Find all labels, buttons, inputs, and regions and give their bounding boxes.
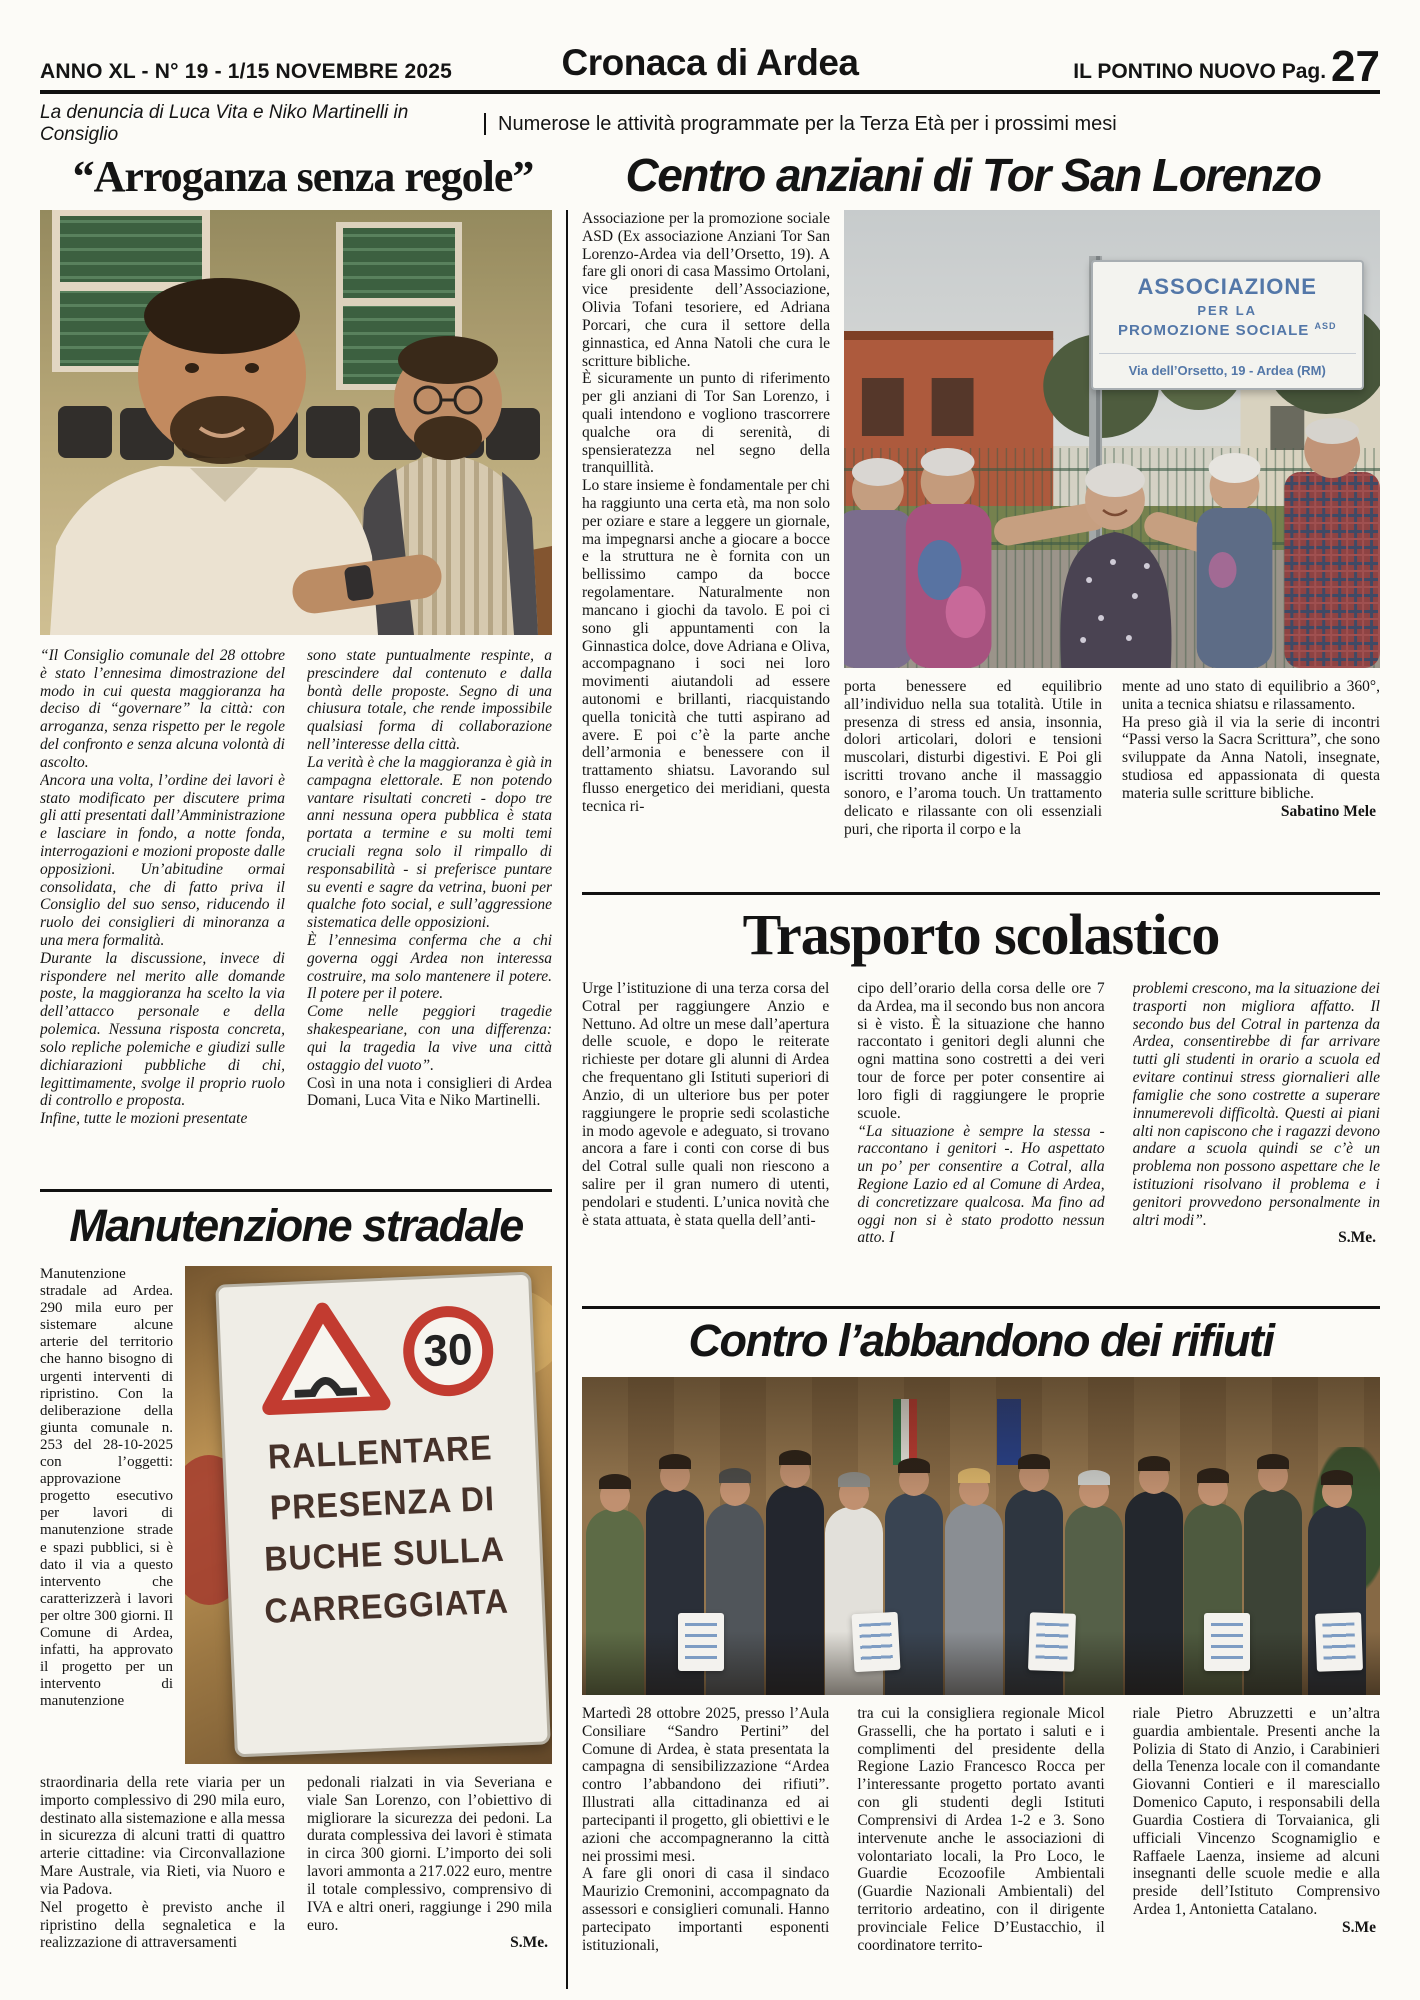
author-signature: S.Me. <box>510 1934 548 1952</box>
speed-limit-value: 30 <box>422 1325 474 1377</box>
italian-flag <box>893 1399 917 1465</box>
trasporto-column-2 <box>857 980 1104 1296</box>
manutenzione-top <box>40 1266 552 1764</box>
closing-note: Così in una nota i consiglieri di Ardea Domani, Luca Vita e Niko Martinelli. <box>307 1074 552 1110</box>
campaign-bag <box>678 1613 724 1671</box>
arroganza-headline: “Arroganza senza regole” <box>72 152 534 201</box>
campaign-bag <box>1028 1612 1076 1672</box>
paragraph: cipo dell’orario della corsa delle ore 7 da Ardea, ma il secondo bus non ancora si è visto. È la situazione che hanno raccontato i genitori degli alunni che ogni mattina sono costretti a dei veri tour de force per poter consentire ai loro figli di raggiungere le proprie scuole. <box>857 980 1105 1122</box>
quote-paragraph: problemi crescono, ma la situazione dei trasporti non migliora affatto. Il secondo bus del Cotral in partenza da Ardea, consentirebbe di far arrivare tutti gli studenti in orario a scuola ed evitare continui stress giornalieri alle famiglie che sono costrette a superare innumerevoli difficoltà. Questi ai piani alti non capiscono che i ragazzi devono andare a scuola quindi se c’è un problema non possono aspettare che le istituzioni risolvano il problema e i genitori provvedono personalmente in altri modi”. <box>1132 980 1380 1229</box>
eu-flag <box>997 1399 1021 1465</box>
road-sign-text: RALLENTARE <box>267 1428 494 1477</box>
kicker-row <box>40 102 1380 146</box>
campaign-bag <box>1315 1612 1363 1672</box>
masthead-text: IL PONTINO NUOVO Pag. <box>1073 60 1327 83</box>
paragraph: porta benessere ed equilibrio all’individuo nella sua totalità. Utile in presenza di stress ed ansia, insonnia, dolori articolari, dolori e tensioni muscolari, disturbi digestivi. E Poi gli iscritti trovano anche il massaggio sonoro, e l’aroma touch. Un trattamento delicato e rilassante con oli essenziali puri, che riporta il corpo e la <box>844 678 1102 838</box>
author-signature: Sabatino Mele <box>1280 802 1376 820</box>
rifiuti-column-2 <box>857 1705 1104 1989</box>
section-title: Cronaca di Ardea <box>561 42 859 83</box>
paragraph: tra cui la consigliera regionale Micol Grasselli, che ha portato i saluti e i complimenti del presidente della Regione Lazio Francesco Rocca per l’interessante progetto portato avanti con gli studenti degli Istituti Comprensivi di Ardea 1-2 e 3. Sono intervenute anche le associazioni di volontariato locali, la Pro Loco, le Guardie Ecozoofile Ambientali (Guardie Nazionali Ambientali) del territorio ardeatino, con il dirigente provinciale Felice D’Eustacchio, il coordinatore territo- <box>857 1705 1105 1954</box>
trasporto-column-1 <box>582 980 829 1296</box>
paragraph: pedonali rialzati in via Severiana e viale San Lorenzo, con l’obiettivo di migliorare la sicurezza dei pedoni. La durata complessiva dei lavori è stimata in circa 300 giorni. L’importo dei soli lavori ammonta a 217.022 euro, mentre il totale complessivo, comprensivo di IVA e altri oneri, raggiunge i 290 mila euro. <box>307 1774 552 1934</box>
paragraph: Lo stare insieme è fondamentale per chi ha raggiunto una certa età, ma non solo per oziare e stare a leggere un giornale, ma impegnarsi anche a giocare a bocce e la struttura ne è fornita con un bellissimo campo da bocce regolamentare. Naturalmente non mancano i giochi da tavolo. E poi ci sono gli appuntamenti con la Ginnastica dolce, dove Adriana e Oliva, accompagnano i soci nei loro movimenti aiutandoli ad essere autonomi e brillanti, riacquistando quella tonicità che tutti aspirano ad avere. E poi c’è la parte anche dell’armonia e benessere con il trattamento shiatsu. Lavorando sul flusso energetico dei meridiani, questa tecnica ri- <box>582 477 830 815</box>
masthead <box>859 41 1381 91</box>
rifiuti-headline: Contro l’abbandono dei rifiuti <box>688 1315 1274 1366</box>
centro-column-2 <box>844 678 1102 880</box>
centro-photo <box>844 210 1380 668</box>
centro-photo-block <box>844 210 1380 882</box>
centro-kicker: Numerose le attività programmate per la Terza Età per i prossimi mesi <box>498 112 1117 135</box>
paragraph: Martedì 28 ottobre 2025, presso l’Aula Consiliare “Sandro Pertini” del Comune di Ardea, è stata presentata la campagna di sensibilizzazione “Ardea contro l’abbandono dei rifiuti”. Illustrati alla cittadinanza ed ai partecipanti il progetto, gli obiettivi e le azioni che accompagneranno la città nei prossimi mesi. <box>582 1705 830 1865</box>
paragraph: Associazione per la promozione sociale ASD (Ex associazione Anziani Tor San Lorenzo-Ardea via dell’Orsetto, 19). A fare gli onori di casa Massimo Ortolani, vice presidente dell’Associazione, Olivia Tofani tesoriere, ed Adriana Porcari, che cura il settore della ginnastica, ed Anna Natoli che cura le scritture bibliche. <box>582 210 830 370</box>
centro-headline: Centro anziani di Tor San Lorenzo <box>625 149 1321 201</box>
sign-suffix: ASD <box>1314 321 1337 332</box>
rifiuti-column-1 <box>582 1705 829 1989</box>
paragraph: È sicuramente un punto di riferimento per gli anziani di Tor San Lorenzo, i quali intendono e vogliono trascorrere qualche ora di serenità, di spensieratezza nel segno della tranquillità. <box>582 370 830 477</box>
section-rule <box>582 1306 1380 1309</box>
paragraph: Nel progetto è previsto anche il ripristino della segnaletica e la realizzazione di attraversamenti <box>40 1898 285 1952</box>
paragraph: sono state puntualmente respinte, a prescindere dal contenuto e dalla bontà delle proposte. Segno di una chiusura totale, che rende impossibile qualsiasi forma di collaborazione nell’interesse della città. <box>307 647 552 754</box>
paragraph: mente ad uno stato di equilibrio a 360°, unita a tecnica shiatsu e rilassamento. <box>1122 678 1380 713</box>
manutenzione-column-1 <box>40 1774 285 1988</box>
trasporto-body <box>582 980 1380 1296</box>
centro-column-1 <box>582 210 830 882</box>
kicker-divider <box>484 113 486 135</box>
sign-line <box>1099 321 1356 339</box>
paragraph: La verità è che la maggioranza è già in campagna elettorale. E non potendo vantare risultati concreti - dopo tre anni nessuna opera pubblica è stata portata a termine e su molti temi cruciali regna solo il rimpallo di responsabilità - si preferisce puntare su eventi e sagre da vetrina, buoni per qualche foto social, e sull’aggressione sistematica delle opposizioni. <box>307 753 552 932</box>
campaign-bag <box>1204 1613 1250 1671</box>
paragraph: riale Pietro Abruzzetti e un’altra guardia ambientale. Presenti anche la Polizia di Stato di Anzio, i Carabinieri della Tenenza locale con il comandante Giovanni Contieri e il maresciallo Domenico Caputo, i responsabili della Guardia Costiera di Torvaianica, gli ufficiali Vincenzo Scognamiglio e Raffaele Laenza, insieme ad alcuni insegnanti delle scuole medie e alla preside dell’Istituto Comprensivo Ardea 1, Antonietta Catalano. <box>1132 1705 1380 1918</box>
person-figure <box>1244 1489 1302 1695</box>
manutenzione-narrow-column <box>40 1266 173 1764</box>
centro-lower-columns <box>844 678 1380 880</box>
left-region <box>40 210 552 1989</box>
sign-line-text: PROMOZIONE SOCIALE <box>1117 322 1310 340</box>
paragraph: Manutenzione stradale ad Ardea. 290 mila euro per sistemare alcune arterie del territorio che hanno bisogno di urgenti interventi di ripristino. Con la deliberazione della giunta comunale n. 253 del 28-10-2025 con l’oggetti: approvazione progetto esecutivo per lavori di manutenzione strade e spazi pubblici, si è dato il via a questo intervento che caratterizzerà i lavori per oltre 300 giorni. Il Comune di Ardea, infatti, ha approvato il progetto per un intervento di manutenzione <box>40 1266 173 1710</box>
sign-line: ASSOCIAZIONE <box>1137 274 1317 300</box>
edition-info: ANNO XL - N° 19 - 1/15 NOVEMBRE 2025 <box>40 60 453 83</box>
person-figure <box>1125 1491 1183 1695</box>
author-signature: S.Me <box>1341 1918 1376 1936</box>
section-rule <box>582 892 1380 895</box>
paragraph: straordinaria della rete viaria per un importo complessivo di 290 mila euro, destinato alla sistemazione e alla messa in sicurezza di alcuni tratti di quattro arterie cittadine: via Circonvallazione Mare Australe, via Rieti, via Nuoro e via Padova. <box>40 1774 285 1898</box>
speed-limit-icon <box>402 1305 496 1399</box>
manutenzione-bottom <box>40 1774 552 1988</box>
arroganza-body <box>40 647 552 1179</box>
paragraph: È l’ennesima conferma che a chi governa oggi Ardea non interessa costruire, ma solo mantenere il potere. Il potere per il potere. <box>307 932 552 1003</box>
page-number: 27 <box>1331 41 1380 91</box>
road-sign-icons <box>257 1293 496 1417</box>
paragraph: “Il Consiglio comunale del 28 ottobre è stato l’ennesima dimostrazione del modo in cui questa maggioranza ha deciso di “governare” la città: con arroganza, senza rispetto per le regole del confronto e senza alcuna volontà di ascolto. <box>40 647 285 771</box>
sign-address: Via dell’Orsetto, 19 - Ardea (RM) <box>1099 353 1356 378</box>
centro-body <box>582 210 1380 882</box>
sign-line: PER LA <box>1197 303 1258 319</box>
paragraph: Infine, tutte le mozioni presentate <box>40 1110 248 1128</box>
paragraph: Ha preso già il via la serie di incontri “Passi verso la Sacra Scrittura”, che sono sviluppate da Anna Natoli, insegnate, studiosa ed appassionata di questa materia sulle scritture bibliche. <box>1122 713 1380 802</box>
rifiuti-body <box>582 1705 1380 1989</box>
author-signature: S.Me. <box>1338 1229 1376 1247</box>
centro-column-3 <box>1122 678 1380 880</box>
road-sign <box>216 1272 551 1758</box>
trasporto-headline: Trasporto scolastico <box>742 902 1220 967</box>
road-sign-photo <box>185 1266 552 1764</box>
paragraph: A fare gli onori di casa il sindaco Maurizio Cremonini, accompagnato da assessori e consiglieri comunali. Hanno partecipato importanti esponenti istituzionali, <box>582 1865 830 1954</box>
trasporto-column-3 <box>1133 980 1380 1296</box>
campaign-bag <box>852 1612 901 1672</box>
bump-warning-icon <box>257 1297 392 1416</box>
quote-paragraph: “La situazione è sempre la stessa - raccontano i genitori -. Ho aspettato un po’ per consentire a Cotral, alla Regione Lazio ed al Comune di Ardea, di concretizzare qualcosa. Ma fino ad oggi non si è stato prodotto nessun atto. I <box>857 1122 1105 1247</box>
headline-row <box>40 146 1380 206</box>
rifiuti-photo <box>582 1377 1380 1695</box>
right-region <box>566 210 1380 1989</box>
road-sign-text: PRESENZA DI <box>269 1479 496 1528</box>
person-figure <box>586 1509 644 1695</box>
arroganza-kicker: La denuncia di Luca Vita e Niko Martinelli in Consiglio <box>40 102 409 145</box>
paragraph: Urge l’istituzione di una terza corsa del Cotral per raggiungere Anzio e Nettuno. Ad oltre un mese dall’apertura delle scuole, e dopo le reiterate richieste per dotare gli alunni di Ardea che frequentano gli Istituti superiori di Anzio, di un ulteriore bus per poter raggiungere le proprie sedi scolastiche in modo agevole e adeguato, si trovano ancora a fare i conti con corse di bus del Cotral sulle quali non riescono a salire per il gran numero di utenti, pendolari e studenti. L’unica novità che è stata attuata, è stata quella dell’anti- <box>582 980 830 1229</box>
paragraph: Ancora una volta, l’ordine dei lavori è stato modificato per discutere prima gli atti presentati dall’Amministrazione e lasciare in fondo, a notte fonda, interrogazioni e mozioni proposte dalle opposizioni. Un’abitudine ormai consolidata, che di fatto priva il Consiglio del suo senso, riducendo il ruolo dei consiglieri di minoranza a una mera formalità. <box>40 771 285 949</box>
road-sign-text: BUCHE SULLA <box>263 1530 506 1580</box>
page-header <box>40 42 1380 94</box>
paragraph: Durante la discussione, invece di rispondere nel merito alle domande poste, la maggioranza ha scelto la via dell’attacco personale e della polemica. Nessuna risposta concreta, solo repliche polemiche e giudizi sulle dichiarazioni pubbliche di chi, legittimamente, svolge il proprio ruolo di controllo e proposta. <box>40 949 285 1110</box>
section-rule <box>40 1189 552 1192</box>
arroganza-photo <box>40 210 552 635</box>
arroganza-column-1 <box>40 647 285 1179</box>
association-sign <box>1091 260 1364 390</box>
road-sign-text: CARREGGIATA <box>264 1581 510 1631</box>
arroganza-column-2 <box>307 647 552 1179</box>
manutenzione-column-2 <box>307 1774 552 1988</box>
manutenzione-headline: Manutenzione stradale <box>69 1200 523 1251</box>
person-figure <box>945 1503 1003 1695</box>
paragraph: Come nelle peggiori tragedie shakespeariane, con una differenza: qui la tragedia la vive una città ostaggio del vuoto”. <box>307 1003 552 1074</box>
person-figure <box>766 1485 824 1695</box>
rifiuti-column-3 <box>1133 1705 1380 1989</box>
main-content <box>40 210 1380 1989</box>
